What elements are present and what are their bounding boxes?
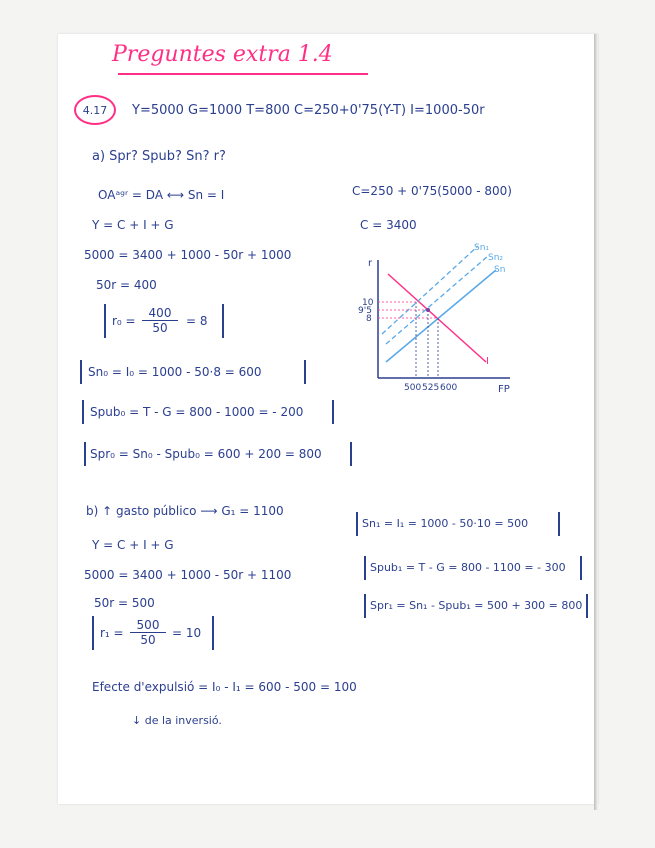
r1-fraction bbox=[130, 618, 166, 647]
equilibrium-point bbox=[426, 308, 430, 312]
consumption-result: C = 3400 bbox=[360, 218, 417, 232]
curve-label-sn: Sn bbox=[494, 265, 506, 275]
curve-label-sn2: Sn₂ bbox=[488, 253, 504, 263]
exercise-number: 4.17 bbox=[82, 103, 108, 117]
r1-numerator: 500 bbox=[130, 618, 166, 633]
curve-label-sn1: Sn₁ bbox=[474, 243, 490, 253]
graph-y-label: r bbox=[368, 258, 373, 269]
sn1-result: Sn₁ = I₁ = 1000 - 50·10 = 500 bbox=[362, 517, 529, 530]
income-identity: Y = C + I + G bbox=[92, 218, 174, 232]
x-tick-600: 600 bbox=[440, 383, 458, 393]
r0-result: = 8 bbox=[186, 314, 208, 328]
curve-label-i: I bbox=[486, 356, 489, 367]
x-tick-500: 500 bbox=[404, 383, 422, 393]
y-tick-10: 10 bbox=[362, 298, 374, 308]
substituted-equation-b: 5000 = 3400 + 1000 - 50r + 1100 bbox=[84, 568, 292, 582]
simplified-equation-b: 50r = 500 bbox=[94, 596, 155, 610]
spub0-result: Spub₀ = T - G = 800 - 1000 = - 200 bbox=[90, 405, 304, 419]
x-tick-525: 525 bbox=[422, 383, 440, 393]
y-tick-8: 8 bbox=[366, 314, 372, 324]
exercise-number-badge bbox=[74, 95, 116, 125]
equilibrium-condition: OAᵃᵍʳ = DA ⟷ Sn = I bbox=[98, 188, 225, 202]
part-b-heading: b) ↑ gasto público ⟶ G₁ = 1100 bbox=[86, 504, 284, 518]
r1-result: = 10 bbox=[172, 626, 202, 640]
y-tick-95: 9'5 bbox=[358, 306, 372, 316]
spr1-result: Spr₁ = Sn₁ - Spub₁ = 500 + 300 = 800 bbox=[370, 599, 583, 612]
page-title: Preguntes extra 1.4 bbox=[112, 42, 333, 67]
crowding-out-effect: Efecte d'expulsió = I₀ - I₁ = 600 - 500 = 100 bbox=[92, 680, 357, 694]
spr0-result: Spr₀ = Sn₀ - Spub₀ = 600 + 200 = 800 bbox=[90, 447, 322, 461]
savings-curve-sn2 bbox=[386, 256, 488, 344]
savings-curve-sn1 bbox=[382, 246, 478, 334]
savings-investment-graph bbox=[360, 240, 530, 400]
r0-numerator: 400 bbox=[142, 306, 178, 321]
consumption-calc: C=250 + 0'75(5000 - 800) bbox=[352, 184, 512, 198]
spub1-result: Spub₁ = T - G = 800 - 1100 = - 300 bbox=[370, 561, 566, 574]
income-identity-b: Y = C + I + G bbox=[92, 538, 174, 552]
graph-x-label: FP bbox=[498, 384, 510, 395]
title-underline bbox=[118, 73, 368, 75]
substituted-equation: 5000 = 3400 + 1000 - 50r + 1000 bbox=[84, 248, 292, 262]
simplified-equation: 50r = 400 bbox=[96, 278, 157, 292]
r0-denominator: 50 bbox=[152, 321, 168, 335]
exercise-givens: Y=5000 G=1000 T=800 C=250+0'75(Y-T) I=1000-50r bbox=[132, 103, 485, 118]
investment-decrease-note: ↓ de la inversió. bbox=[132, 714, 222, 727]
r1-denominator: 50 bbox=[140, 633, 156, 647]
page-edge-shadow bbox=[594, 34, 598, 810]
r1-prefix: r₁ = bbox=[100, 626, 124, 640]
sn0-result: Sn₀ = I₀ = 1000 - 50·8 = 600 bbox=[88, 365, 262, 379]
r0-prefix: r₀ = bbox=[112, 314, 136, 328]
part-a-question: a) Spr? Spub? Sn? r? bbox=[92, 149, 226, 164]
r0-fraction bbox=[142, 306, 178, 335]
